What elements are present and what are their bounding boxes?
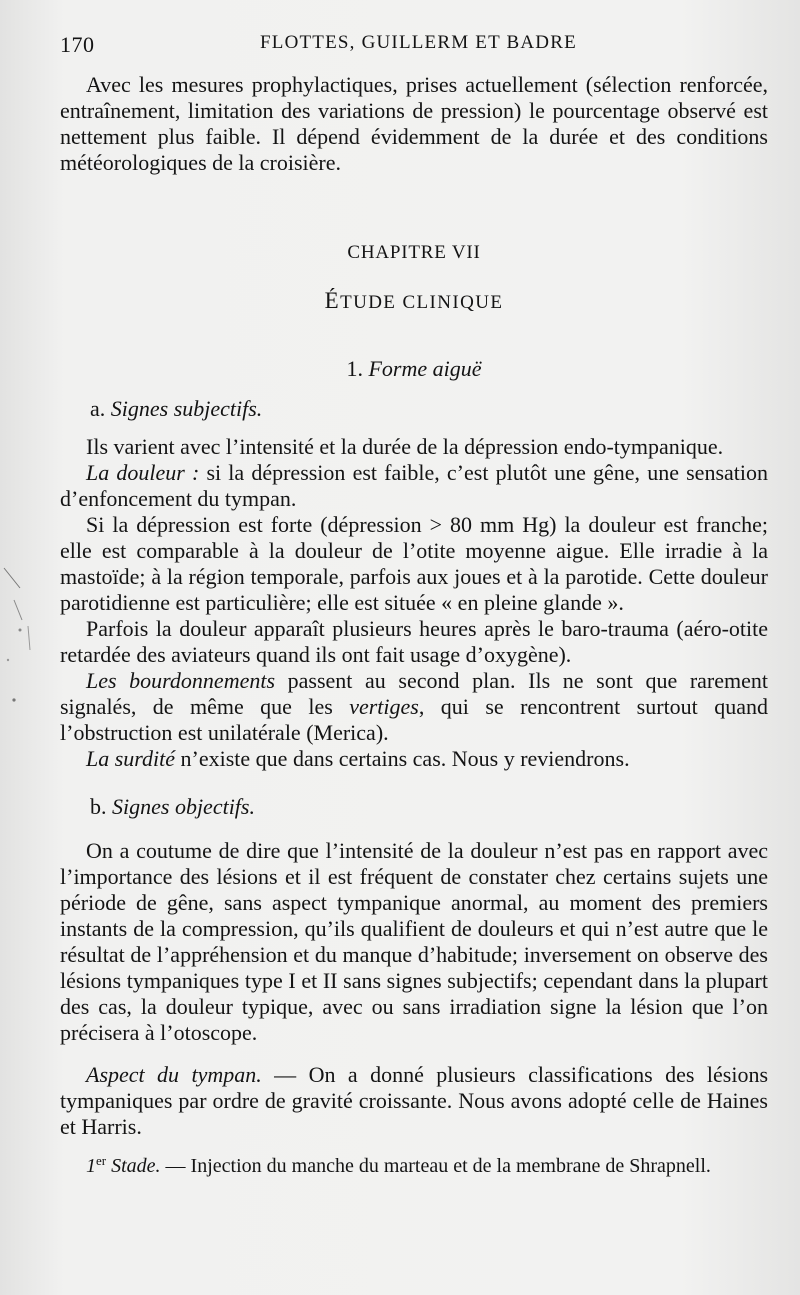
- section-title-initial: É: [324, 288, 341, 313]
- part-a-heading: [60, 396, 768, 422]
- margin-ink-marks: [0, 560, 40, 710]
- paragraph-a4: Parfois la douleur apparaît plusieurs heures après le baro-trauma (aéro-otite retardée des aviateurs quand ils ont fait usage d’oxygène).: [60, 616, 768, 667]
- page-header: [60, 32, 760, 62]
- paragraph-a6: [60, 746, 768, 772]
- subsection-title: Forme aiguë: [368, 356, 482, 381]
- chapter-title: CHAPITRE VII: [347, 242, 481, 263]
- paragraph-a5-text-2: , qui se rencontrent surtout quand l’obstruction est unilatérale (Merica).: [60, 694, 768, 745]
- paragraph-b2-text: — On a donné plusieurs classifications des lésions tympaniques par ordre de gravité croissante. Nous avons adopté celle de Haines et Harris.: [60, 1062, 768, 1139]
- paragraph-a5-text-1: passent au second plan. Ils ne sont que rarement signalés, de même que les: [60, 668, 768, 719]
- section-title-rest: TUDE CLINIQUE: [340, 292, 504, 313]
- subsection-number: 1.: [346, 356, 363, 381]
- paragraph-b1: On a coutume de dire que l’intensité de la douleur n’est pas en rapport avec l’importance des lésions et il est fréquent de constater chez certains sujets une période de gêne, sans aspect tympanique anormal, au moment des premiers instants de la compression, qu’ils qualifient de douleurs et qui n’est autre que le résultat de l’appréhension et du manque d’habitude; inversement on observe des lésions tympaniques type I et II sans signes subjectifs; cependant dans la plupart des cas, la douleur typique, avec ou sans irradiation signe la lésion que l’on précisera à l’otoscope.: [60, 838, 768, 1045]
- intro-paragraph: Avec les mesures prophylactiques, prises actuellement (sélection renforcée, entraînement, limitation des variations de pression) le pourcentage observé est nettement plus faible. Il dépend évidemment de la durée et des conditions météorologiques de la croisière.: [60, 72, 768, 175]
- paragraph-a5: [60, 668, 768, 746]
- paragraph-b3-text: — Injection du manche du marteau et de la membrane de Shrapnell.: [160, 1155, 711, 1177]
- paragraph-b3-number: 1: [86, 1155, 96, 1177]
- paragraph-a2: [60, 460, 768, 512]
- paragraph-a5-italic-1: Les bourdonnements: [86, 668, 276, 693]
- subsection-heading: [60, 356, 768, 382]
- part-b-title: Signes objectifs.: [112, 794, 255, 819]
- paragraph-a2-italic: La douleur :: [86, 460, 200, 485]
- section-title: [60, 288, 768, 316]
- part-b-heading: [60, 794, 768, 820]
- running-head: FLOTTES, GUILLERM ET BADRE: [260, 32, 577, 53]
- page-body: [60, 72, 768, 1179]
- paragraph-b2: [60, 1062, 768, 1140]
- paragraph-a1: Ils varient avec l’intensité et la durée de la dépression endo-tympanique.: [86, 434, 724, 459]
- part-b-label: b.: [90, 794, 107, 819]
- paragraph-b2-italic: Aspect du tympan.: [86, 1062, 262, 1087]
- paragraph-a6-text: n’existe que dans certains cas. Nous y reviendrons.: [175, 746, 630, 771]
- paragraph-a3: Si la dépression est forte (dépression > 80 mm Hg) la douleur est franche; elle est comparable à la douleur de l’otite moyenne aigue. Elle irradie à la mastoïde; à la région temporale, parfois aux joues et à la parotide. Cette douleur parotidienne est particulière; elle est située « en pleine glande ».: [60, 512, 768, 615]
- paragraph-b3-superscript: er: [96, 1153, 107, 1168]
- part-a-title: Signes subjectifs.: [110, 396, 263, 421]
- page-number: 170: [60, 32, 95, 57]
- paragraph-a2-text: si la dépression est faible, c’est plutôt une gêne, une sensation d’enfoncement du tympan.: [60, 460, 768, 511]
- paragraph-b3-italic: Stade.: [106, 1155, 161, 1177]
- paragraph-a5-italic-2: vertiges: [349, 694, 419, 719]
- part-a-label: a.: [90, 396, 106, 421]
- paragraph-a6-italic: La surdité: [86, 746, 176, 771]
- paragraph-b3: [60, 1154, 768, 1179]
